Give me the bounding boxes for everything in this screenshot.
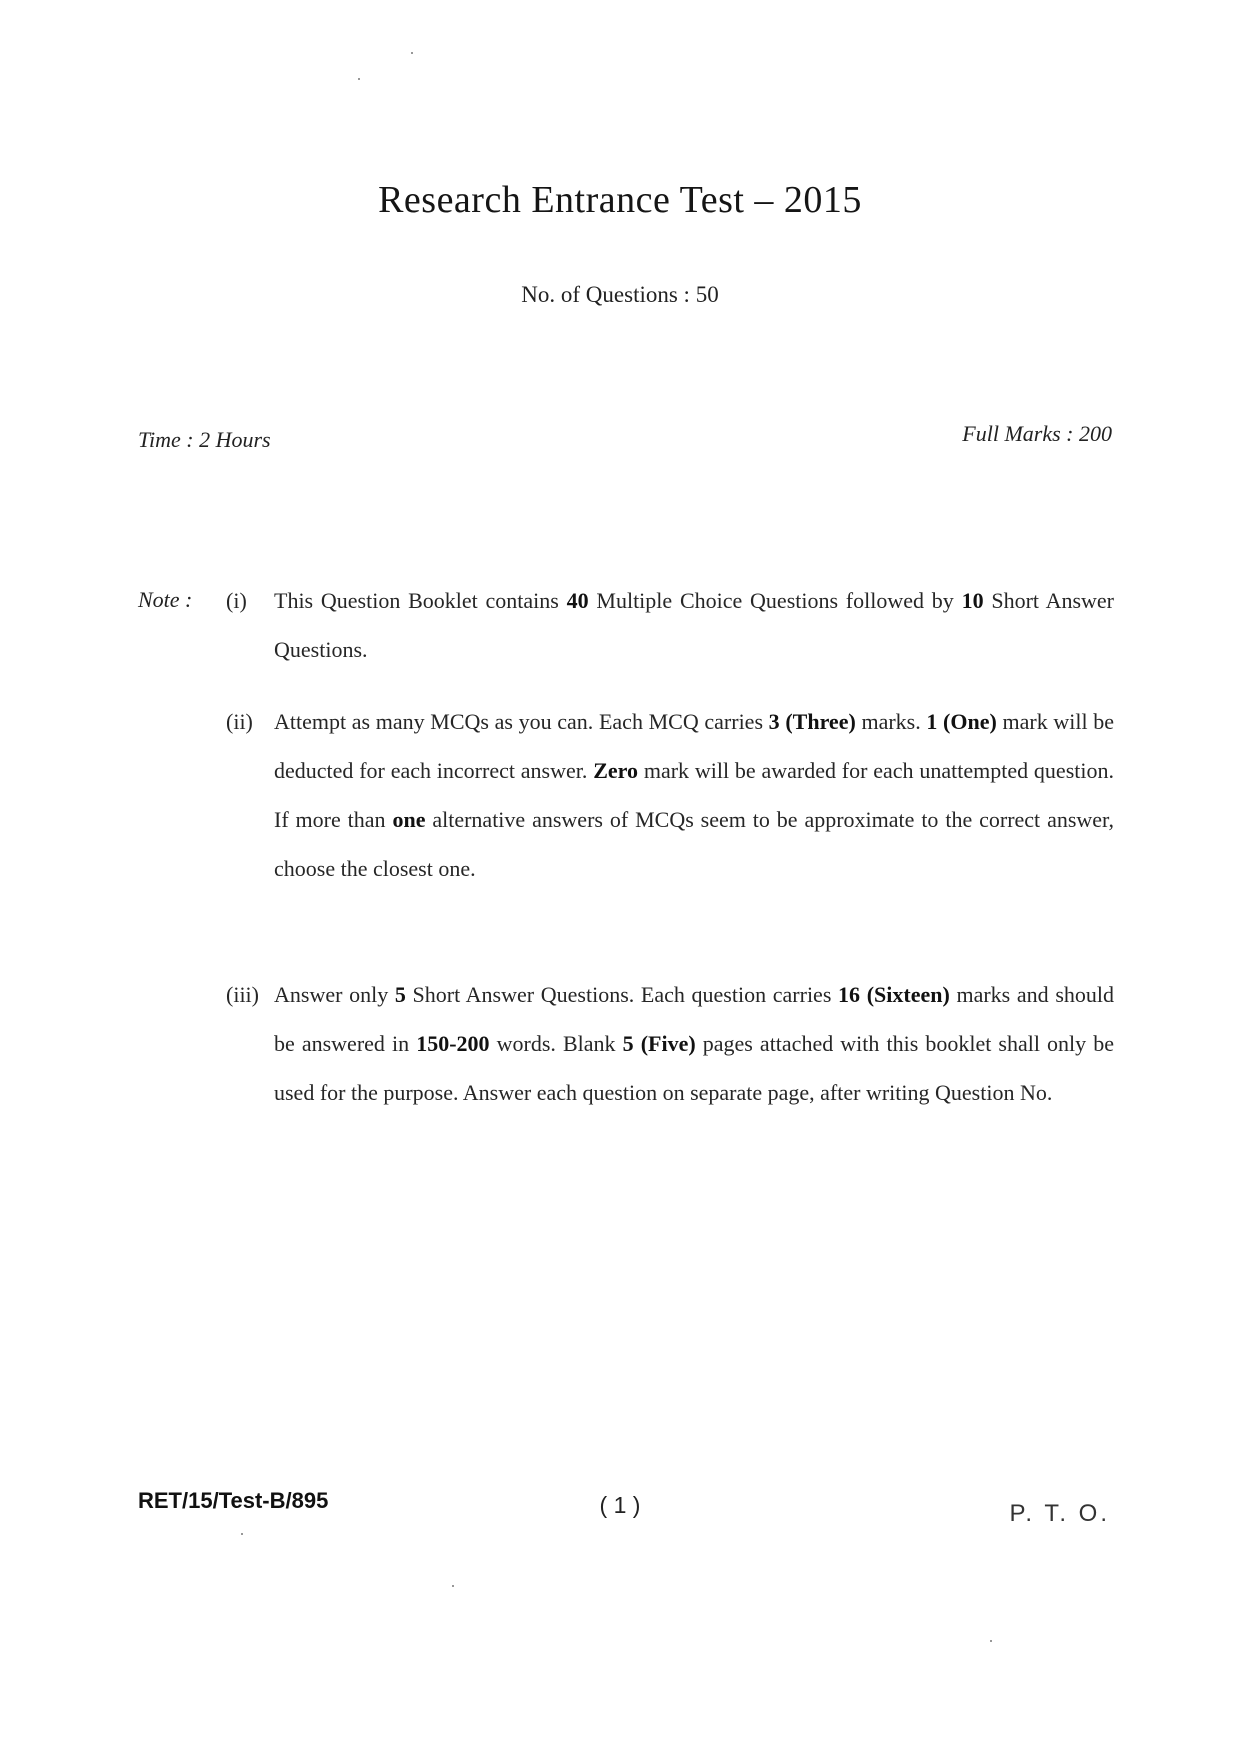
text-run: Attempt as many MCQs as you can. Each MCQ carries bbox=[274, 709, 769, 734]
text-run: Short Answer Questions. Each question carries bbox=[405, 982, 839, 1007]
note-item-number: (ii) bbox=[226, 709, 253, 734]
emphasized-text: 150-200 bbox=[416, 1031, 490, 1056]
emphasized-text: 1 (One) bbox=[926, 709, 997, 734]
emphasized-text: 5 (Five) bbox=[622, 1031, 696, 1056]
note-item-number: (i) bbox=[226, 588, 247, 613]
full-marks: Full Marks : 200 bbox=[962, 421, 1112, 446]
scan-speck bbox=[411, 52, 413, 54]
booklet-code: RET/15/Test-B/895 bbox=[138, 1488, 329, 1513]
scan-speck bbox=[990, 1640, 992, 1642]
note-label: Note : bbox=[138, 587, 193, 612]
note-item-text bbox=[274, 970, 1114, 1117]
note-item-text bbox=[274, 697, 1114, 893]
text-run: Short Answer Questions. bbox=[274, 588, 1114, 662]
emphasized-text: 16 (Sixteen) bbox=[838, 982, 950, 1007]
emphasized-text: 10 bbox=[961, 588, 984, 613]
please-turn-over: P. T. O. bbox=[1009, 1500, 1110, 1527]
text-run: pages attached with this booklet shall only be used for the purpose. Answer each question on separate page, after writing Question No. bbox=[274, 1031, 1115, 1105]
note-item-2 bbox=[226, 697, 1114, 893]
note-item-3 bbox=[226, 970, 1114, 1117]
note-item-text bbox=[274, 576, 1114, 674]
page-title: Research Entrance Test – 2015 bbox=[378, 179, 862, 221]
emphasized-text: 40 bbox=[566, 588, 589, 613]
scan-speck bbox=[358, 78, 360, 80]
scan-speck bbox=[452, 1585, 454, 1587]
text-run: marks and should be answered in bbox=[274, 982, 1115, 1056]
text-run: mark will be deducted for each incorrect answer. bbox=[274, 709, 1115, 783]
emphasized-text: Zero bbox=[593, 758, 639, 783]
text-run: words. Blank bbox=[489, 1031, 623, 1056]
emphasized-text: 3 (Three) bbox=[768, 709, 856, 734]
text-run: alternative answers of MCQs seem to be approximate to the correct answer, choose the closest one. bbox=[274, 807, 1114, 881]
page-number: ( 1 ) bbox=[599, 1492, 641, 1518]
time-allowed: Time : 2 Hours bbox=[138, 427, 271, 452]
scan-speck bbox=[241, 1533, 243, 1535]
text-run: mark will be awarded for each unattempted question. If more than bbox=[274, 758, 1114, 832]
number-of-questions: No. of Questions : 50 bbox=[521, 282, 719, 307]
text-run: marks. bbox=[855, 709, 927, 734]
text-run: Answer only bbox=[274, 982, 395, 1007]
note-item-number: (iii) bbox=[226, 982, 259, 1007]
text-run: This Question Booklet contains bbox=[274, 588, 567, 613]
emphasized-text: one bbox=[392, 807, 426, 832]
note-item-1 bbox=[226, 576, 1114, 674]
emphasized-text: 5 bbox=[394, 982, 406, 1007]
text-run: Multiple Choice Questions followed by bbox=[588, 588, 962, 613]
